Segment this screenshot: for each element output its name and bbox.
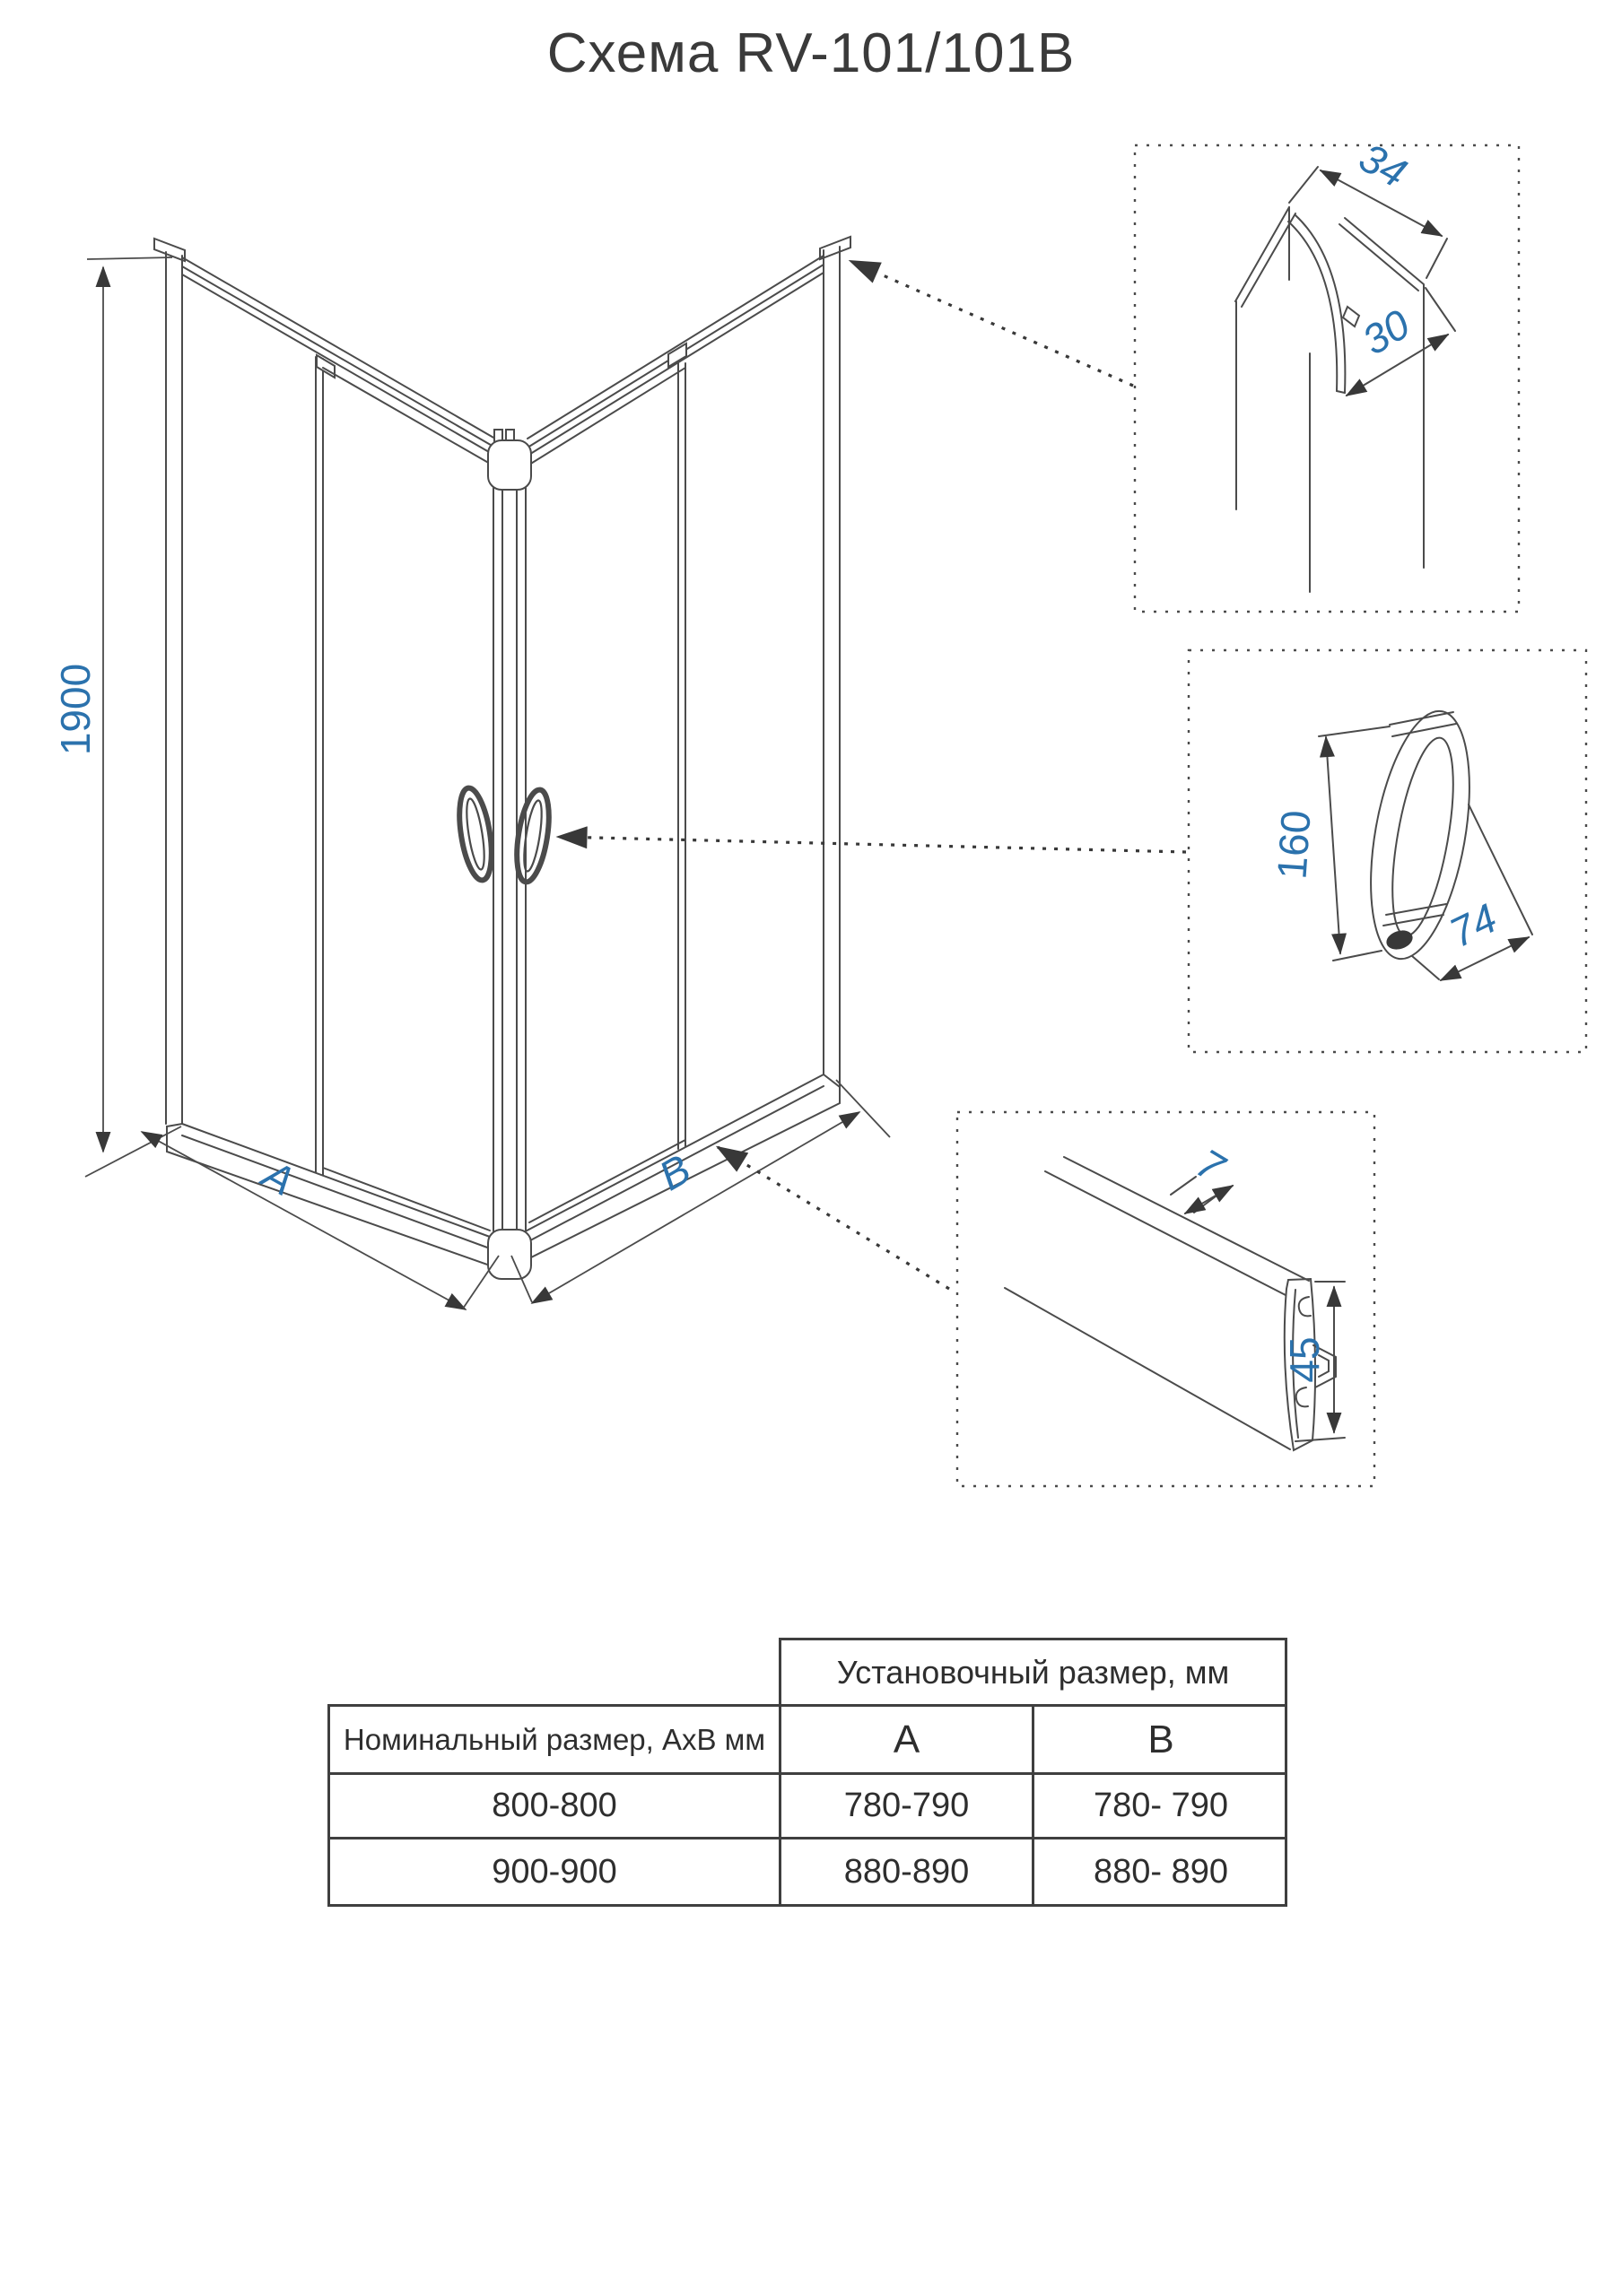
right-wall-bracket	[820, 237, 850, 259]
left-bottom-rail	[167, 1124, 490, 1265]
handle-mount-hole	[1384, 927, 1416, 952]
nominal-size-header-cell: Номинальный размер, АхВ мм	[330, 1707, 781, 1775]
shower-enclosure	[154, 237, 850, 1279]
left-door-handle	[454, 786, 497, 883]
table-cell-b-row2: 880- 890	[1093, 1852, 1228, 1891]
corner-profile-detail	[1235, 167, 1455, 592]
table-cell-a-row1: 780-790	[781, 1775, 1034, 1839]
dim-34-label: 34	[1351, 133, 1415, 197]
corner-top-cap	[488, 440, 531, 490]
size-table-grid	[327, 1704, 1287, 1907]
height-dim-label: 1900	[52, 663, 99, 756]
side-a-dim-label: A	[255, 1150, 302, 1205]
bottom-rail-detail	[1005, 1157, 1345, 1450]
table-cell-nominal-row1: 800-800	[330, 1775, 781, 1839]
table-cell-nominal-row2: 900-900	[330, 1839, 781, 1904]
table-cell-b-row1: 780- 790	[1034, 1775, 1287, 1839]
handle-detail	[1319, 703, 1532, 980]
dim-160-label: 160	[1268, 808, 1320, 881]
install-size-header-label: Установочный размер, мм	[836, 1653, 1230, 1691]
dim-45-label: 45	[1281, 1336, 1328, 1383]
corner-bottom-cap	[488, 1230, 531, 1279]
dim-74-label: 74	[1442, 894, 1504, 957]
install-size-header-cell	[779, 1638, 1287, 1707]
corner-profile-detail-box	[1135, 145, 1519, 612]
right-door-handle	[511, 787, 554, 884]
table-cell-a-row2: 880-890	[781, 1839, 1034, 1904]
left-wall-panel	[154, 239, 495, 1265]
dim-160-line	[1326, 737, 1340, 953]
dim-7-label: 7	[1188, 1139, 1233, 1192]
col-b-header-cell: B	[1034, 1707, 1287, 1775]
right-wall-panel	[517, 237, 850, 1265]
size-table	[327, 1638, 1287, 1907]
door-handles	[454, 786, 554, 884]
handle-detail-box	[1189, 650, 1586, 1052]
detail-leaders	[558, 261, 1186, 1289]
leader-bottom-rail	[718, 1147, 949, 1289]
side-b-dim-label: B	[650, 1144, 699, 1200]
dim-30-label: 30	[1354, 300, 1418, 364]
page-title: Схема RV-101/101B	[546, 22, 1076, 84]
leader-corner-profile	[850, 261, 1133, 386]
leader-handle	[558, 837, 1186, 852]
col-a-header-cell: A	[781, 1707, 1034, 1775]
